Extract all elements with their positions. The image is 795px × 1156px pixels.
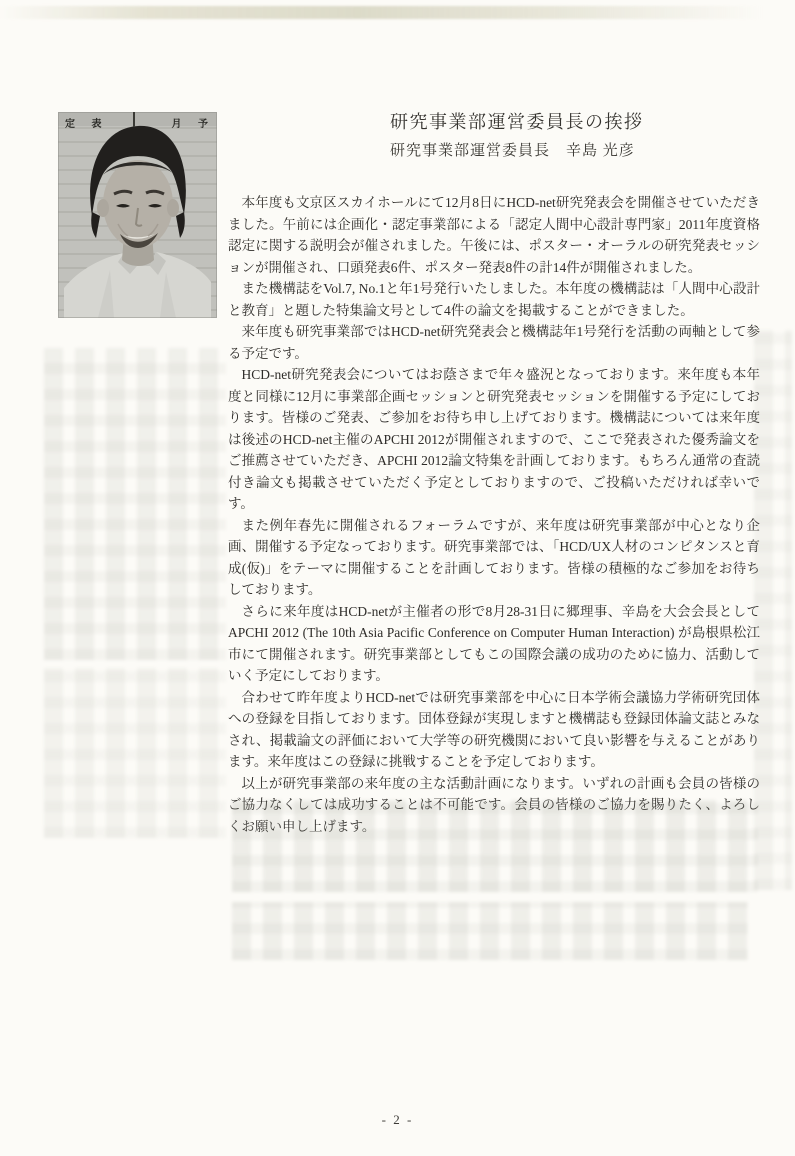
portrait-photo: [58, 112, 217, 318]
bleed-through-below-text: [232, 800, 758, 892]
photo-board-text-right: 月 予: [171, 119, 215, 130]
document-heading: [390, 110, 760, 162]
paragraph-5: また例年春先に開催されるフォーラムですが、来年度は研究事業部が中心となり企画、開催する予定なっております。研究事業部では、「HCD/UX人材のコンピタンスと育成(仮)」をテーマに開催することを計画しております。皆様の積極的なご参加をお待ちしております。: [228, 517, 760, 597]
page-title: 研究事業部運営委員長の挨拶: [390, 112, 644, 132]
paragraph-3: 来年度も研究事業部ではHCD-net研究発表会と機構誌年1号発行を活動の両軸として参る予定です。: [228, 324, 760, 361]
scan-smudge-band: [0, 6, 795, 19]
bleed-through-left-lower: [44, 668, 226, 838]
author-line: 研究事業部運営委員長 辛島 光彦: [390, 143, 635, 159]
page-number: - 2 -: [381, 1112, 414, 1127]
article-body: [228, 192, 760, 837]
bleed-through-left-margin: [44, 348, 226, 660]
bleed-through-right-edge: [754, 330, 792, 890]
paragraph-2: また機構誌をVol.7, No.1と年1号発行いたしました。本年度の機構誌は「人間中心設計と教育」と題した特集論文号として4件の論文を掲載することができました。: [228, 281, 760, 318]
bleed-through-lower-block: [232, 902, 748, 960]
paragraph-8: 以上が研究事業部の来年度の主な活動計画になります。いずれの計画も会員の皆様のご協力なくしては成功することは不可能です。会員の皆様のご協力を賜りたく、よろしくお願い申し上げます。: [228, 775, 760, 834]
paragraph-4: HCD-net研究発表会についてはお蔭さまで年々盛況となっております。来年度も本年度と同様に12月に事業部企画セッションと研究発表セッションを開催する予定にしております。皆様のご発表、ご参加をお待ち申し上げております。機構誌については来年度は後述のHCD-net主催のAPCHI 2012が開催されますので、ここで発表された優秀論文をご推薦させていただき、APCHI 2012論文特集を計画しております。もちろん通常の査読付き論文も掲載させていただく予定としておりますので、ご投稿いただければ幸いです。: [228, 367, 760, 511]
portrait-illustration: [58, 112, 217, 318]
paragraph-7: 合わせて昨年度よりHCD-netでは研究事業部を中心に日本学術会議協力学術研究団体への登録を目指しております。団体登録が実現しますと機構誌も登録団体論文誌とみなされ、掲載論文の評価において大学等の研究機関において良い影響を与えることがあります。来年度はこの登録に挑戦することを予定しております。: [228, 689, 760, 769]
photo-board-divider: [133, 112, 135, 127]
paragraph-6: さらに来年度はHCD-netが主催者の形で8月28-31日に郷理事、辛島を大会会長としてAPCHI 2012 (The 10th Asia Pacific Conference on Computer Human Interaction) が島根県松江市にて開催されます。研究事業部としてもこの国際会議の成功のために協力、活動していく予定にしております。: [228, 603, 760, 683]
paragraph-1: 本年度も文京区スカイホールにて12月8日にHCD-net研究発表会を開催させていただきました。午前には企画化・認定事業部による「認定人間中心設計専門家」2011年度資格認定に関する説明会が催されました。午後には、ポスター・オーラルの研究発表セッションが開催され、口頭発表6件、ポスター発表8件の計14件が開催されました。: [228, 195, 760, 275]
photo-board-text-left: 定 表: [65, 119, 109, 130]
